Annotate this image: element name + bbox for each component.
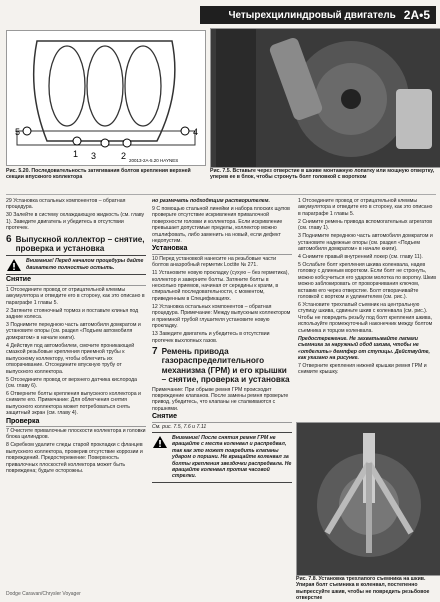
caution: Предостережение. Не захватывайте лапами съемника за наружный обод шкива, чтобы не «отделить» демпфер от ступицы. Действуйте, как указано на рисунке.: [298, 335, 430, 361]
warning-icon: [6, 258, 22, 272]
photo-engine-pulley: [211, 29, 440, 167]
paragraph: 6 Установите трехлапый съемник на центральную ступицу шкива, сдвиньте шкив с коленвала (см. рис.). Чтобы не повредить резьбу под болт крепления шкива, используйте промежуточный наконечник между болтом съемника и торцом коленвала.: [298, 302, 433, 334]
bolt-label-2: 2: [121, 151, 127, 161]
paragraph: 8 Скребком удалите следы старой прокладки с фланцев выпускного коллектора, проверив отсутствие коррозии и повреждений. Предостережение: Поверхность привалочных плоскостей коллектора может быть повреждена; будьте осторожны.: [6, 442, 143, 474]
figure-photo-puller: [296, 422, 440, 576]
paragraph: 4 Действуя под автомобилем, смочите проникающей смазкой резьбовые крепления приемной трубы к выпускному коллектору, чтобы облегчить их отворачивание. Отсоедините впускную трубу от выпускного коллектора.: [6, 342, 135, 375]
bolt-label-5: 5: [15, 127, 21, 137]
bolt-label-4: 4: [193, 127, 199, 137]
header-title: Четырехцилиндровый двигатель: [228, 9, 396, 21]
section-6-heading: [6, 235, 146, 254]
note: Примечание: При обрыве ремня ГРМ происходит повреждение клапанов. После замены ремня проверьте привод, убедитесь, что клапаны не сталкиваются с поршнями.: [152, 386, 289, 412]
subheading-removal: Снятие: [152, 414, 292, 422]
paragraph: 6 Отверните болты крепления выпускного коллектора и снимите его. Примечание: Для облегчения снятия выпускного коллектора может потребоваться снять защитный экран (см. главу 4).: [6, 390, 141, 417]
section-number: 6: [6, 233, 12, 245]
warning-text: Внимание! После снятия ремня ГРМ не вращайте с места коленвал и распредвал, так как это может повредить клапаны ударом о поршни. Не вращайте коленвал за болты крепления звездочки распредвала. Не вращайте коленвал против часовой стрелки.: [172, 434, 292, 480]
page-header: [200, 6, 436, 24]
figure-code: 20013-2А-5.20 HAYNES: [129, 158, 179, 163]
warning-icon: [152, 435, 168, 449]
section-7-heading: [152, 347, 292, 385]
paragraph: 7 Очистите привалочные плоскости коллектора и головки блока цилиндров.: [6, 427, 146, 441]
section-title: Выпускной коллектор – снятие, проверка и установка: [15, 234, 145, 254]
figure-photo-pulley: [210, 28, 440, 168]
paragraph: 4 Снимите правый внутренний локер (см. главу 11).: [298, 254, 423, 261]
figure-tightening-sequence: [6, 30, 206, 166]
paragraph: 2 Затяните стояночный тормоз и поставьте клинья под задние колеса.: [6, 307, 139, 321]
paragraph: 10 Перед установкой нанесите на резьбовые части болтов анаэробный герметик Loctite № 271.: [152, 255, 277, 269]
manifold-diagram: [7, 31, 205, 165]
photo-three-jaw-puller: [297, 423, 440, 575]
subheading-install: Установка: [152, 246, 292, 254]
subheading-removal: Снятие: [6, 277, 146, 285]
paragraph: 1 Отсоедините провод от отрицательной клеммы аккумулятора и отведите его в сторону, как это описано в параграфе 1 главы 5.: [298, 198, 433, 217]
figure-caption-7-8: Рис. 7.8. Установка трехлапого съемника на шкив. Упирая болт съемника в коленвал, постепенно выпрессуйте шкив, чтобы не повредить резьбовое отверстие: [296, 576, 430, 602]
footer-book-title: Dodge Caravan/Chrysler Voyager: [6, 591, 81, 597]
paragraph: 2 Снимите ремень привода вспомогательных агрегатов (см. главу 1).: [298, 218, 433, 232]
bolt-label-1: 1: [73, 149, 79, 159]
figure-caption-5-20: Рис. 5.20. Последовательность затягивания болтов крепления верхней секции впускного коллектора: [6, 168, 191, 181]
paragraph: 9 С помощью стальной линейки и набора плоских щупов проверьте отсутствие искривления привалочной поверхности головки и коллектора. Если искривление превышает допустимые пределы, коллектор можно отшлифовать, либо заменить на новый, если дефект недопустим.: [152, 206, 290, 245]
column-1: [6, 198, 146, 476]
paragraph: 3 Поднимите переднюю часть автомобиля домкратом и установите надежные опоры (см. раздел «Подъем автомобиля домкратом» в начале книги).: [298, 233, 433, 253]
section-title: Ремень привода газораспределительного механизма (ГРМ) и его крышки – снятие, проверка и установка: [161, 346, 290, 385]
page-number: 2А•5: [403, 8, 430, 22]
paragraph: 1 Отсоедините провод от отрицательной клеммы аккумулятора и отведите его в сторону, как это описано в параграфе 1 главы 5.: [6, 286, 145, 306]
paragraph: 7 Отверните крепления нижней крышки ремня ГРМ и снимите крышку.: [298, 362, 427, 376]
paragraph: 5 Отсоедините провод от верхнего датчика кислорода (см. главу 6).: [6, 376, 138, 389]
divider: [6, 194, 436, 195]
paragraph: 3 Поднимите переднюю часть автомобиля домкратом и установите опоры (см. раздел «Подъем автомобиля домкратом» в начале книги).: [6, 322, 141, 341]
section-number: 7: [152, 345, 158, 357]
column-2: [152, 198, 292, 485]
warning-text: Внимание! Перед началом процедуры дайте двигателю полностью остыть.: [26, 258, 144, 271]
paragraph: 12 Установка остальных компонентов – обратная процедура. Примечание: Между выпускным коллектором и приемной трубой глушителя установите новую прокладку.: [152, 303, 291, 330]
bolt-label-3: 3: [91, 151, 97, 161]
paragraph: 13 Заведите двигатель и убедитесь в отсутствии протечек выхлопных газов.: [152, 331, 270, 344]
paragraph: но размечать подходящим растворителем.: [152, 198, 270, 204]
subheading-check: Проверка: [6, 419, 146, 427]
warning-box: [6, 255, 146, 275]
paragraph: 30 Залейте в систему охлаждающую жидкость (см. главу 1). Заведите двигатель и убедитесь в отсутствии протечек.: [6, 212, 145, 232]
paragraph: 29 Установка остальных компонентов – обратная процедура.: [6, 198, 126, 211]
paragraph: 5 Ослабьте болт крепления шкива коленвала, надев головку с длинным воротком. Если болт не стронуть, можно кобсучиться его ударом молотка по воротку. Шкив можно заблокировать от проворачивания ключом, вставив его через отверстие. Болт отворачивайте головкой с вортком и удлинителем (см. рис.).: [298, 262, 436, 301]
column-3: [298, 198, 436, 377]
figure-reference: См. рис. 7.5, 7.6 и 7.11: [152, 423, 207, 430]
figure-caption-7-5: Рис. 7.5. Вставьте через отверстие в шкиве монтажную лопатку или мощную отвертку, уперев ее в блок, чтобы стронуть болт головкой с воротком: [210, 168, 435, 181]
warning-box: [152, 432, 292, 483]
paragraph: 11 Установите новую прокладку (сухую – без герметика), коллектор и заверните болты. Затяните болты в несколько приемов, начиная от середины к краям, в спиральной последовательности, с моментом, приведенным в Спецификациях.: [152, 270, 289, 302]
